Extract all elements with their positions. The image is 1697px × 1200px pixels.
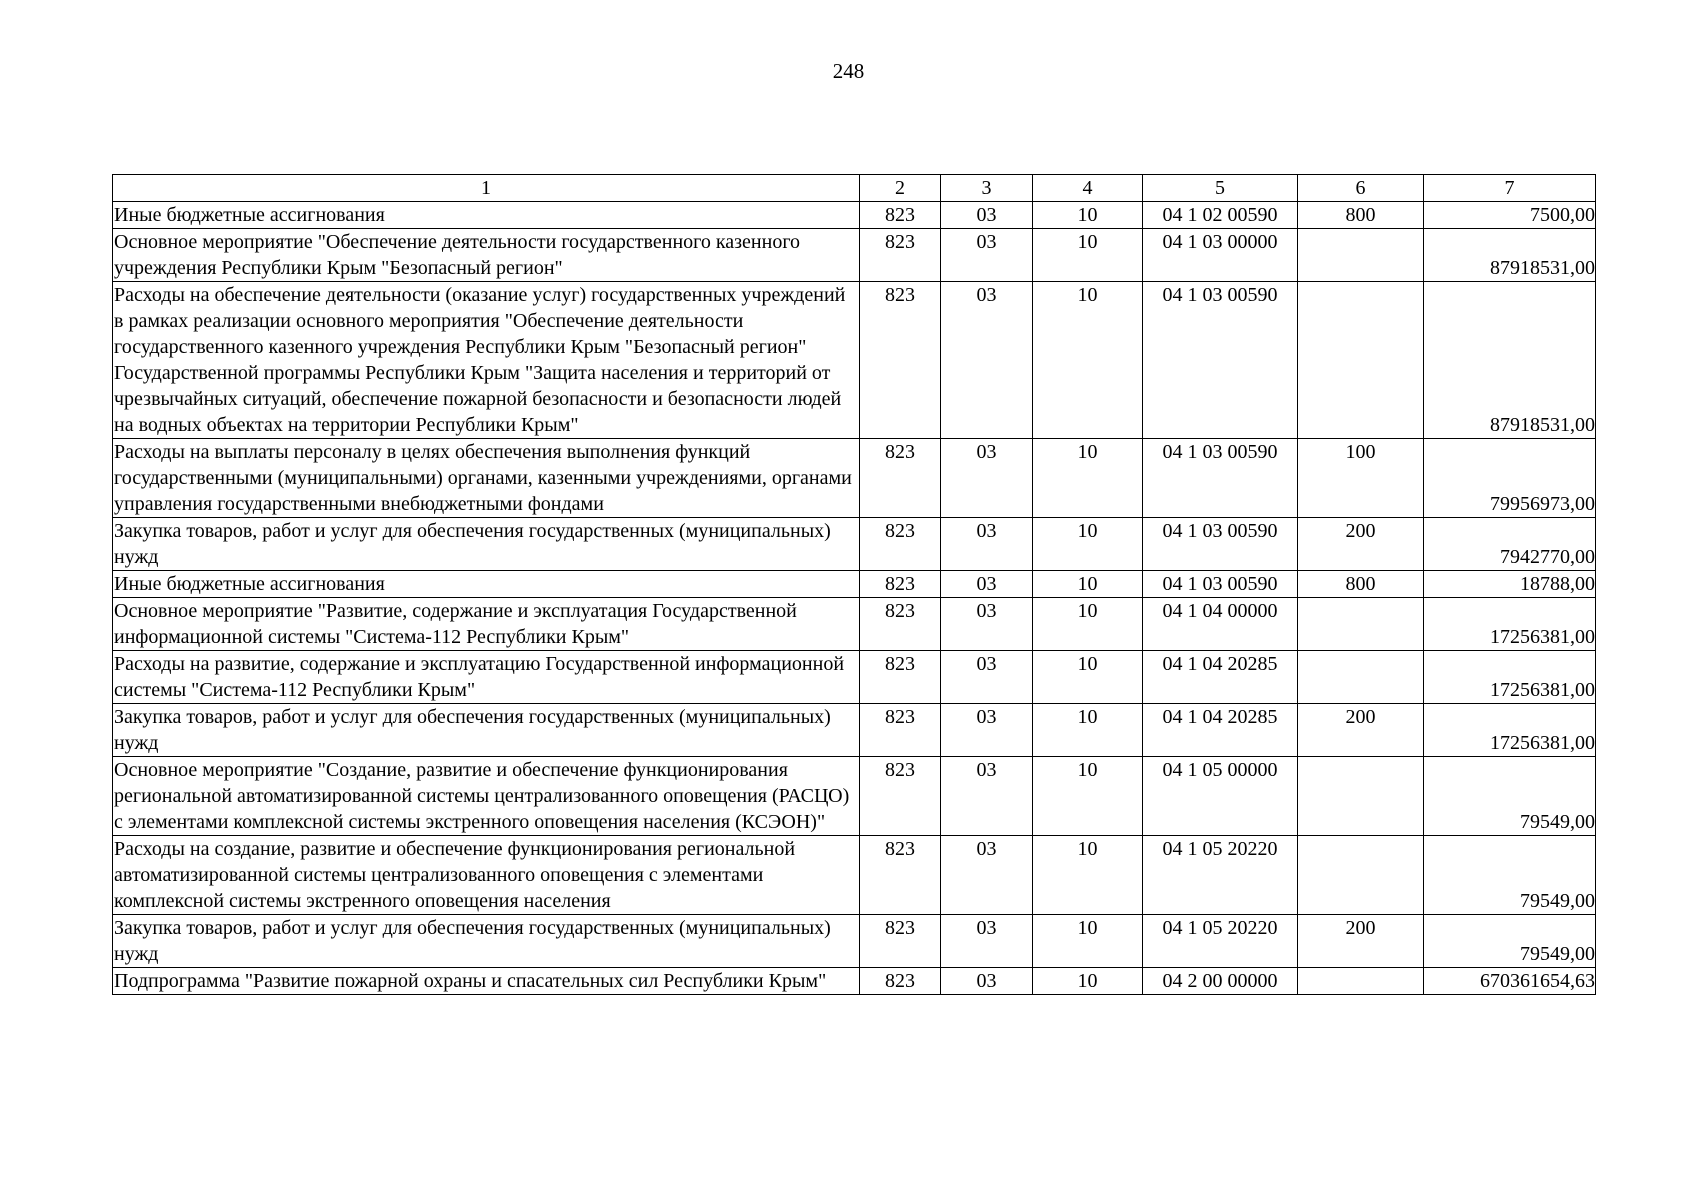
row-subsection-code: 10 [1033, 836, 1143, 915]
row-ministry-code: 823 [860, 202, 941, 229]
row-target-article: 04 1 03 00000 [1143, 229, 1298, 282]
column-header: 1 [113, 175, 860, 202]
row-amount: 87918531,00 [1424, 229, 1596, 282]
row-section-code: 03 [941, 598, 1033, 651]
row-ministry-code: 823 [860, 229, 941, 282]
row-section-code: 03 [941, 836, 1033, 915]
row-amount: 79549,00 [1424, 757, 1596, 836]
row-name: Закупка товаров, работ и услуг для обеспечения государственных (муниципальных) нужд [113, 915, 860, 968]
row-section-code: 03 [941, 282, 1033, 439]
row-subsection-code: 10 [1033, 757, 1143, 836]
row-expense-type [1298, 282, 1424, 439]
column-header: 3 [941, 175, 1033, 202]
row-ministry-code: 823 [860, 757, 941, 836]
table-row [113, 202, 1596, 229]
row-target-article: 04 1 05 20220 [1143, 836, 1298, 915]
row-ministry-code: 823 [860, 651, 941, 704]
row-amount: 18788,00 [1424, 571, 1596, 598]
row-amount: 79956973,00 [1424, 439, 1596, 518]
row-target-article: 04 1 04 20285 [1143, 651, 1298, 704]
row-name: Расходы на обеспечение деятельности (оказание услуг) государственных учреждений в рамках реализации основного мероприятия "Обеспечение деятельности государственного казенного учреждения Республики Крым "Безопасный регион" Государственной программы Республики Крым "Защита населения и территорий от чрезвычайных ситуаций, обеспечение пожарной безопасности и безопасности людей на водных объектах на территории Республики Крым" [113, 282, 860, 439]
row-target-article: 04 1 03 00590 [1143, 518, 1298, 571]
row-target-article: 04 1 02 00590 [1143, 202, 1298, 229]
row-amount: 670361654,63 [1424, 968, 1596, 995]
row-section-code: 03 [941, 202, 1033, 229]
row-name: Подпрограмма "Развитие пожарной охраны и спасательных сил Республики Крым" [113, 968, 860, 995]
table-row [113, 651, 1596, 704]
row-name: Основное мероприятие "Обеспечение деятельности государственного казенного учреждения Республики Крым "Безопасный регион" [113, 229, 860, 282]
row-section-code: 03 [941, 518, 1033, 571]
row-target-article: 04 1 03 00590 [1143, 571, 1298, 598]
row-name: Расходы на развитие, содержание и эксплуатацию Государственной информационной системы "Система-112 Республики Крым" [113, 651, 860, 704]
row-subsection-code: 10 [1033, 571, 1143, 598]
row-section-code: 03 [941, 571, 1033, 598]
row-section-code: 03 [941, 439, 1033, 518]
row-expense-type: 800 [1298, 202, 1424, 229]
table-row [113, 836, 1596, 915]
row-ministry-code: 823 [860, 704, 941, 757]
table-row [113, 915, 1596, 968]
row-target-article: 04 1 04 00000 [1143, 598, 1298, 651]
row-ministry-code: 823 [860, 571, 941, 598]
row-expense-type: 200 [1298, 915, 1424, 968]
table-row [113, 229, 1596, 282]
row-name: Основное мероприятие "Развитие, содержание и эксплуатация Государственной информационной системы "Система-112 Республики Крым" [113, 598, 860, 651]
row-ministry-code: 823 [860, 598, 941, 651]
row-target-article: 04 1 05 20220 [1143, 915, 1298, 968]
row-name: Закупка товаров, работ и услуг для обеспечения государственных (муниципальных) нужд [113, 518, 860, 571]
row-expense-type [1298, 651, 1424, 704]
row-section-code: 03 [941, 968, 1033, 995]
row-ministry-code: 823 [860, 915, 941, 968]
column-header: 7 [1424, 175, 1596, 202]
row-target-article: 04 1 05 00000 [1143, 757, 1298, 836]
row-name: Расходы на выплаты персоналу в целях обеспечения выполнения функций государственными (муниципальными) органами, казенными учреждениями, органами управления государственными внебюджетными фондами [113, 439, 860, 518]
row-ministry-code: 823 [860, 518, 941, 571]
row-subsection-code: 10 [1033, 968, 1143, 995]
row-expense-type [1298, 836, 1424, 915]
table-row [113, 282, 1596, 439]
table-row [113, 439, 1596, 518]
header-row [113, 175, 1596, 202]
row-subsection-code: 10 [1033, 915, 1143, 968]
row-expense-type [1298, 757, 1424, 836]
row-name: Иные бюджетные ассигнования [113, 202, 860, 229]
table-row [113, 518, 1596, 571]
row-name: Расходы на создание, развитие и обеспечение функционирования региональной автоматизированной системы централизованного оповещения с элементами комплексной системы экстренного оповещения населения [113, 836, 860, 915]
column-header: 2 [860, 175, 941, 202]
row-ministry-code: 823 [860, 968, 941, 995]
row-subsection-code: 10 [1033, 704, 1143, 757]
row-expense-type [1298, 598, 1424, 651]
row-amount: 79549,00 [1424, 915, 1596, 968]
row-expense-type: 200 [1298, 704, 1424, 757]
row-amount: 7942770,00 [1424, 518, 1596, 571]
row-amount: 17256381,00 [1424, 704, 1596, 757]
page-number: 248 [832, 59, 865, 83]
row-ministry-code: 823 [860, 836, 941, 915]
row-name: Основное мероприятие "Создание, развитие и обеспечение функционирования региональной автоматизированной системы централизованного оповещения (РАСЦО) с элементами комплексной системы экстренного оповещения населения (КСЭОН)" [113, 757, 860, 836]
row-subsection-code: 10 [1033, 439, 1143, 518]
row-section-code: 03 [941, 704, 1033, 757]
row-section-code: 03 [941, 915, 1033, 968]
table-row [113, 598, 1596, 651]
row-ministry-code: 823 [860, 439, 941, 518]
row-subsection-code: 10 [1033, 598, 1143, 651]
row-expense-type: 100 [1298, 439, 1424, 518]
row-name: Иные бюджетные ассигнования [113, 571, 860, 598]
row-target-article: 04 1 04 20285 [1143, 704, 1298, 757]
row-subsection-code: 10 [1033, 651, 1143, 704]
row-amount: 17256381,00 [1424, 651, 1596, 704]
column-header: 6 [1298, 175, 1424, 202]
table-row [113, 571, 1596, 598]
row-amount: 79549,00 [1424, 836, 1596, 915]
row-section-code: 03 [941, 229, 1033, 282]
row-target-article: 04 1 03 00590 [1143, 282, 1298, 439]
row-amount: 87918531,00 [1424, 282, 1596, 439]
row-expense-type: 800 [1298, 571, 1424, 598]
table-row [113, 968, 1596, 995]
row-amount: 7500,00 [1424, 202, 1596, 229]
table-row [113, 757, 1596, 836]
budget-table [112, 174, 1596, 995]
row-subsection-code: 10 [1033, 282, 1143, 439]
row-section-code: 03 [941, 651, 1033, 704]
row-expense-type [1298, 229, 1424, 282]
row-section-code: 03 [941, 757, 1033, 836]
row-subsection-code: 10 [1033, 229, 1143, 282]
row-target-article: 04 1 03 00590 [1143, 439, 1298, 518]
row-subsection-code: 10 [1033, 202, 1143, 229]
row-ministry-code: 823 [860, 282, 941, 439]
row-amount: 17256381,00 [1424, 598, 1596, 651]
row-target-article: 04 2 00 00000 [1143, 968, 1298, 995]
row-subsection-code: 10 [1033, 518, 1143, 571]
row-name: Закупка товаров, работ и услуг для обеспечения государственных (муниципальных) нужд [113, 704, 860, 757]
column-header: 4 [1033, 175, 1143, 202]
row-expense-type [1298, 968, 1424, 995]
column-header: 5 [1143, 175, 1298, 202]
row-expense-type: 200 [1298, 518, 1424, 571]
table-row [113, 704, 1596, 757]
